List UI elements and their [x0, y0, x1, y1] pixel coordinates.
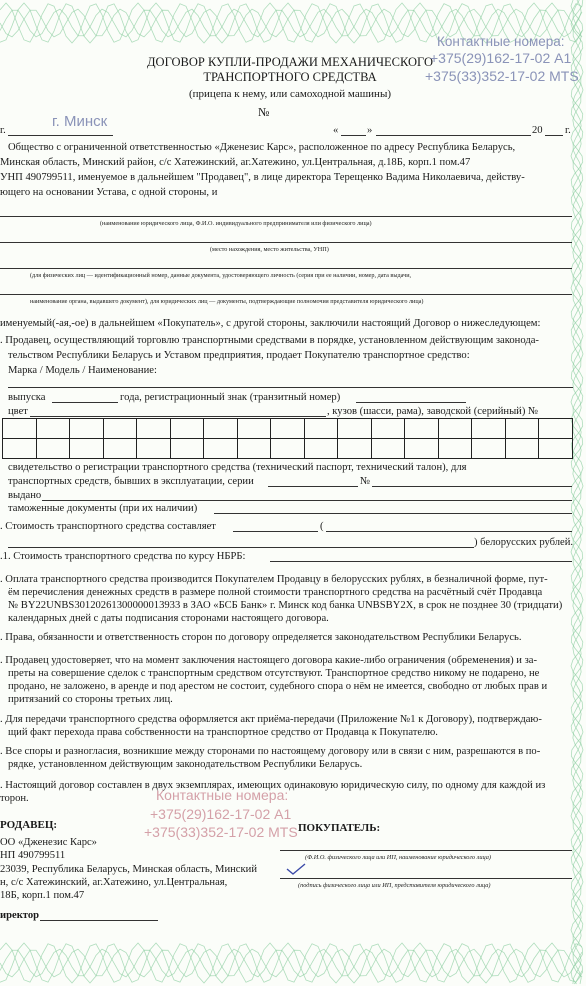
certificate-number-sign: №	[360, 476, 371, 487]
serial-cell[interactable]	[337, 438, 372, 459]
serial-cell[interactable]	[69, 438, 104, 459]
serial-cell[interactable]	[505, 418, 540, 439]
clause3-line4: календарных дней с даты подписания сторонами настоящего договора.	[8, 613, 329, 624]
bottom-stamp-phone-mts: +375(33)352-17-02 MTS	[144, 824, 298, 840]
serial-cell[interactable]	[304, 438, 339, 459]
serial-cell[interactable]	[438, 438, 473, 459]
serial-number-grid[interactable]	[2, 418, 572, 458]
serial-cell[interactable]	[371, 418, 406, 439]
serial-cell[interactable]	[203, 418, 238, 439]
clause2-paren-close: ) белорусских рублей.	[474, 537, 574, 548]
clause2-paren-open: (	[320, 521, 324, 532]
customs-docs: таможенные документы (при их наличии)	[8, 503, 198, 514]
clause5-line3: продано, не заложено, в аренде и под арестом не состоит, судебного спора о нём не имеется, свободно от любых прав и	[8, 681, 548, 692]
serial-cell[interactable]	[2, 418, 37, 439]
clause2-label: . Стоимость транспортного средства составляет	[0, 521, 216, 532]
hint-id-2: наименование органа, выдавшего документ), для юридических лиц — документы, подтверждающие полномочия представителя юридического лица)	[30, 298, 424, 305]
serial-cell[interactable]	[538, 418, 573, 439]
hint-name: (наименование юридического лица, Ф.И.О. индивидуального предпринимателя или физического лица)	[100, 220, 372, 227]
contract-subtitle: (прицепа к нему, или самоходной машины)	[189, 88, 391, 100]
contract-title-line2: ТРАНСПОРТНОГО СРЕДСТВА	[203, 70, 377, 84]
seller-address-3: 18Б, корп.1 пом.47	[0, 890, 85, 901]
seller-unp: НП 490799511	[0, 850, 66, 861]
hint-id-1: (для физических лиц — идентификационный номер, данные документа, удостоверяющего личность (серия при ее наличии, номер, дата выдачи,	[30, 272, 412, 279]
clause8-line2: торон.	[0, 793, 29, 804]
clause5-line4: притязаний со стороны третьих лиц.	[8, 694, 173, 705]
serial-cell[interactable]	[337, 418, 372, 439]
clause21-text: .1. Стоимость транспортного средства по курсу НБРБ:	[0, 551, 246, 562]
certificate-line1: свидетельство о регистрации транспортного средства (технический паспорт, технический талон), для	[8, 462, 467, 473]
date-year-suffix: г.	[565, 125, 571, 136]
seller-address-1: 23039, Республика Беларусь, Минская область, Минский	[0, 864, 257, 875]
serial-cell[interactable]	[103, 438, 138, 459]
intro-line3: УНП 490799511, именуемое в дальнейшем "Продавец", в лице директора Терещенко Вадима Николаевича, действу-	[0, 172, 525, 183]
clause3-line3: № BY22UNBS30120261300000013933 в ЗАО «БСБ Банк» г. Минск код банка UNBSBY2X, в срок не позднее 30 (тридцати)	[8, 600, 563, 611]
vehicle-year-label: выпуска	[8, 392, 46, 403]
date-year: 20	[532, 125, 543, 136]
serial-cell[interactable]	[136, 418, 171, 439]
clause4-text: . Права, обязанности и ответственность сторон по договору определяется законодательством Республики Беларусь.	[0, 632, 522, 643]
clause8-line1: . Настоящий договор составлен в двух экземплярах, имеющих одинаковую юридическую силу, по одному для каждой из	[0, 780, 546, 791]
clause3-line1: . Оплата транспортного средства производится Покупателем Продавцу в белорусских рублях, в безналичной форме, пут-	[0, 574, 548, 585]
intro-line1: Общество с ограниченной ответственностью «Дженезис Карс», расположенное по адресу Республика Беларусь,	[8, 142, 516, 153]
stamp-phone-a1: +375(29)162-17-02 А1	[430, 50, 572, 66]
clause1-line3: Марка / Модель / Наименование:	[8, 365, 157, 376]
city-prefix: г.	[0, 125, 6, 136]
seller-director: иректор	[0, 910, 40, 921]
stamp-phone-mts: +375(33)352-17-02 MTS	[425, 68, 579, 84]
vehicle-body-label: , кузов (шасси, рама), заводской (серийный) №	[327, 406, 539, 417]
contract-title-line1: ДОГОВОР КУПЛИ-ПРОДАЖИ МЕХАНИЧЕСКОГО	[147, 55, 433, 69]
serial-cell[interactable]	[438, 418, 473, 439]
certificate-line2: транспортных средств, бывших в эксплуатации, серии	[8, 476, 254, 487]
serial-cell[interactable]	[505, 438, 540, 459]
serial-cell[interactable]	[471, 418, 506, 439]
buyer-hint-signature: (подпись физического лица или ИП, представителя юридического лица)	[298, 882, 491, 889]
serial-cell[interactable]	[36, 438, 71, 459]
certificate-issued: выдано	[8, 490, 42, 501]
serial-cell[interactable]	[237, 438, 272, 459]
serial-cell[interactable]	[404, 438, 439, 459]
decorative-border-right	[568, 0, 586, 986]
clause6-line1: . Для передачи транспортного средства оформляется акт приёма-передачи (Приложение №1 к Договору), подтверждаю-	[0, 714, 542, 725]
vehicle-year-text: года, регистрационный знак (транзитный номер)	[120, 392, 341, 403]
stamp-title: Контактные номера:	[437, 34, 565, 49]
serial-cell[interactable]	[538, 438, 573, 459]
pen-mark-icon	[285, 862, 307, 876]
date-open-quote: «	[333, 125, 339, 136]
clause1-line1: . Продавец, осуществляющий торговлю транспортными средствами в порядке, установленном действующим законода-	[0, 335, 539, 346]
buyer-hint-name: (Ф.И.О. физического лица или ИП, наименование юридического лица)	[305, 854, 491, 861]
bottom-stamp-title: Контактные номера:	[156, 787, 289, 803]
clause6-line2: щий факт перехода права собственности на транспортное средство от Продавца к Покупателю.	[8, 727, 438, 738]
clause7-line1: . Все споры и разногласия, возникшие между сторонами по настоящему договору или в связи с ним, разрешаются в по-	[0, 746, 541, 757]
buyer-title: ПОКУПАТЕЛЬ:	[298, 822, 381, 834]
buyer-intro: именуемый(-ая,-ое) в дальнейшем «Покупатель», с другой стороны, заключили настоящий Договор о нижеследующем:	[0, 318, 541, 329]
intro-line4: ющего на основании Устава, с одной стороны, и	[0, 187, 218, 198]
clause3-line2: ём перечисления денежных средств в размере полной стоимости транспортного средства на расчётный счёт Продавца	[8, 587, 543, 598]
serial-cell[interactable]	[371, 438, 406, 459]
clause1-line2: тельством Республики Беларусь и Уставом предприятия, продает Покупателю транспортное средство:	[8, 350, 470, 361]
hint-address: (место нахождения, место жительства, УНП)	[210, 246, 329, 253]
serial-cell[interactable]	[170, 418, 205, 439]
serial-cell[interactable]	[237, 418, 272, 439]
date-close-quote: »	[367, 125, 373, 136]
contract-number-sign: №	[258, 105, 270, 119]
serial-cell[interactable]	[2, 438, 37, 459]
bottom-stamp-phone-a1: +375(29)162-17-02 А1	[150, 806, 292, 822]
serial-cell[interactable]	[170, 438, 205, 459]
serial-cell[interactable]	[270, 418, 305, 439]
serial-cell[interactable]	[136, 438, 171, 459]
serial-cell[interactable]	[304, 418, 339, 439]
city-name: г. Минск	[52, 113, 108, 130]
seller-name: ОО «Дженезис Карс»	[0, 837, 97, 848]
serial-cell[interactable]	[69, 418, 104, 439]
decorative-border-bottom	[0, 940, 586, 986]
seller-address-2: н, с/с Хатежинский, аг.Хатежино, ул.Центральная,	[0, 877, 228, 888]
serial-cell[interactable]	[471, 438, 506, 459]
clause5-line2: преты на совершение сделок с транспортным средством отсутствуют. Транспортное средство никому не подарено, не	[8, 668, 540, 679]
vehicle-color-label: цвет	[8, 406, 28, 417]
seller-title: РОДАВЕЦ:	[0, 819, 58, 831]
clause5-line1: . Продавец удостоверяет, что на момент заключения настоящего договора какие-либо ограничения (обременения) и за-	[0, 655, 538, 666]
serial-cell[interactable]	[203, 438, 238, 459]
serial-cell[interactable]	[36, 418, 71, 439]
clause7-line2: рядке, установленном действующим законодательством Республики Беларусь.	[8, 759, 363, 770]
intro-line2: Минская область, Минский район, с/с Хатежинский, аг.Хатежино, ул.Центральная, д.18Б, корп.1 пом.47	[0, 157, 471, 168]
serial-cell[interactable]	[404, 418, 439, 439]
serial-cell[interactable]	[103, 418, 138, 439]
serial-cell[interactable]	[270, 438, 305, 459]
